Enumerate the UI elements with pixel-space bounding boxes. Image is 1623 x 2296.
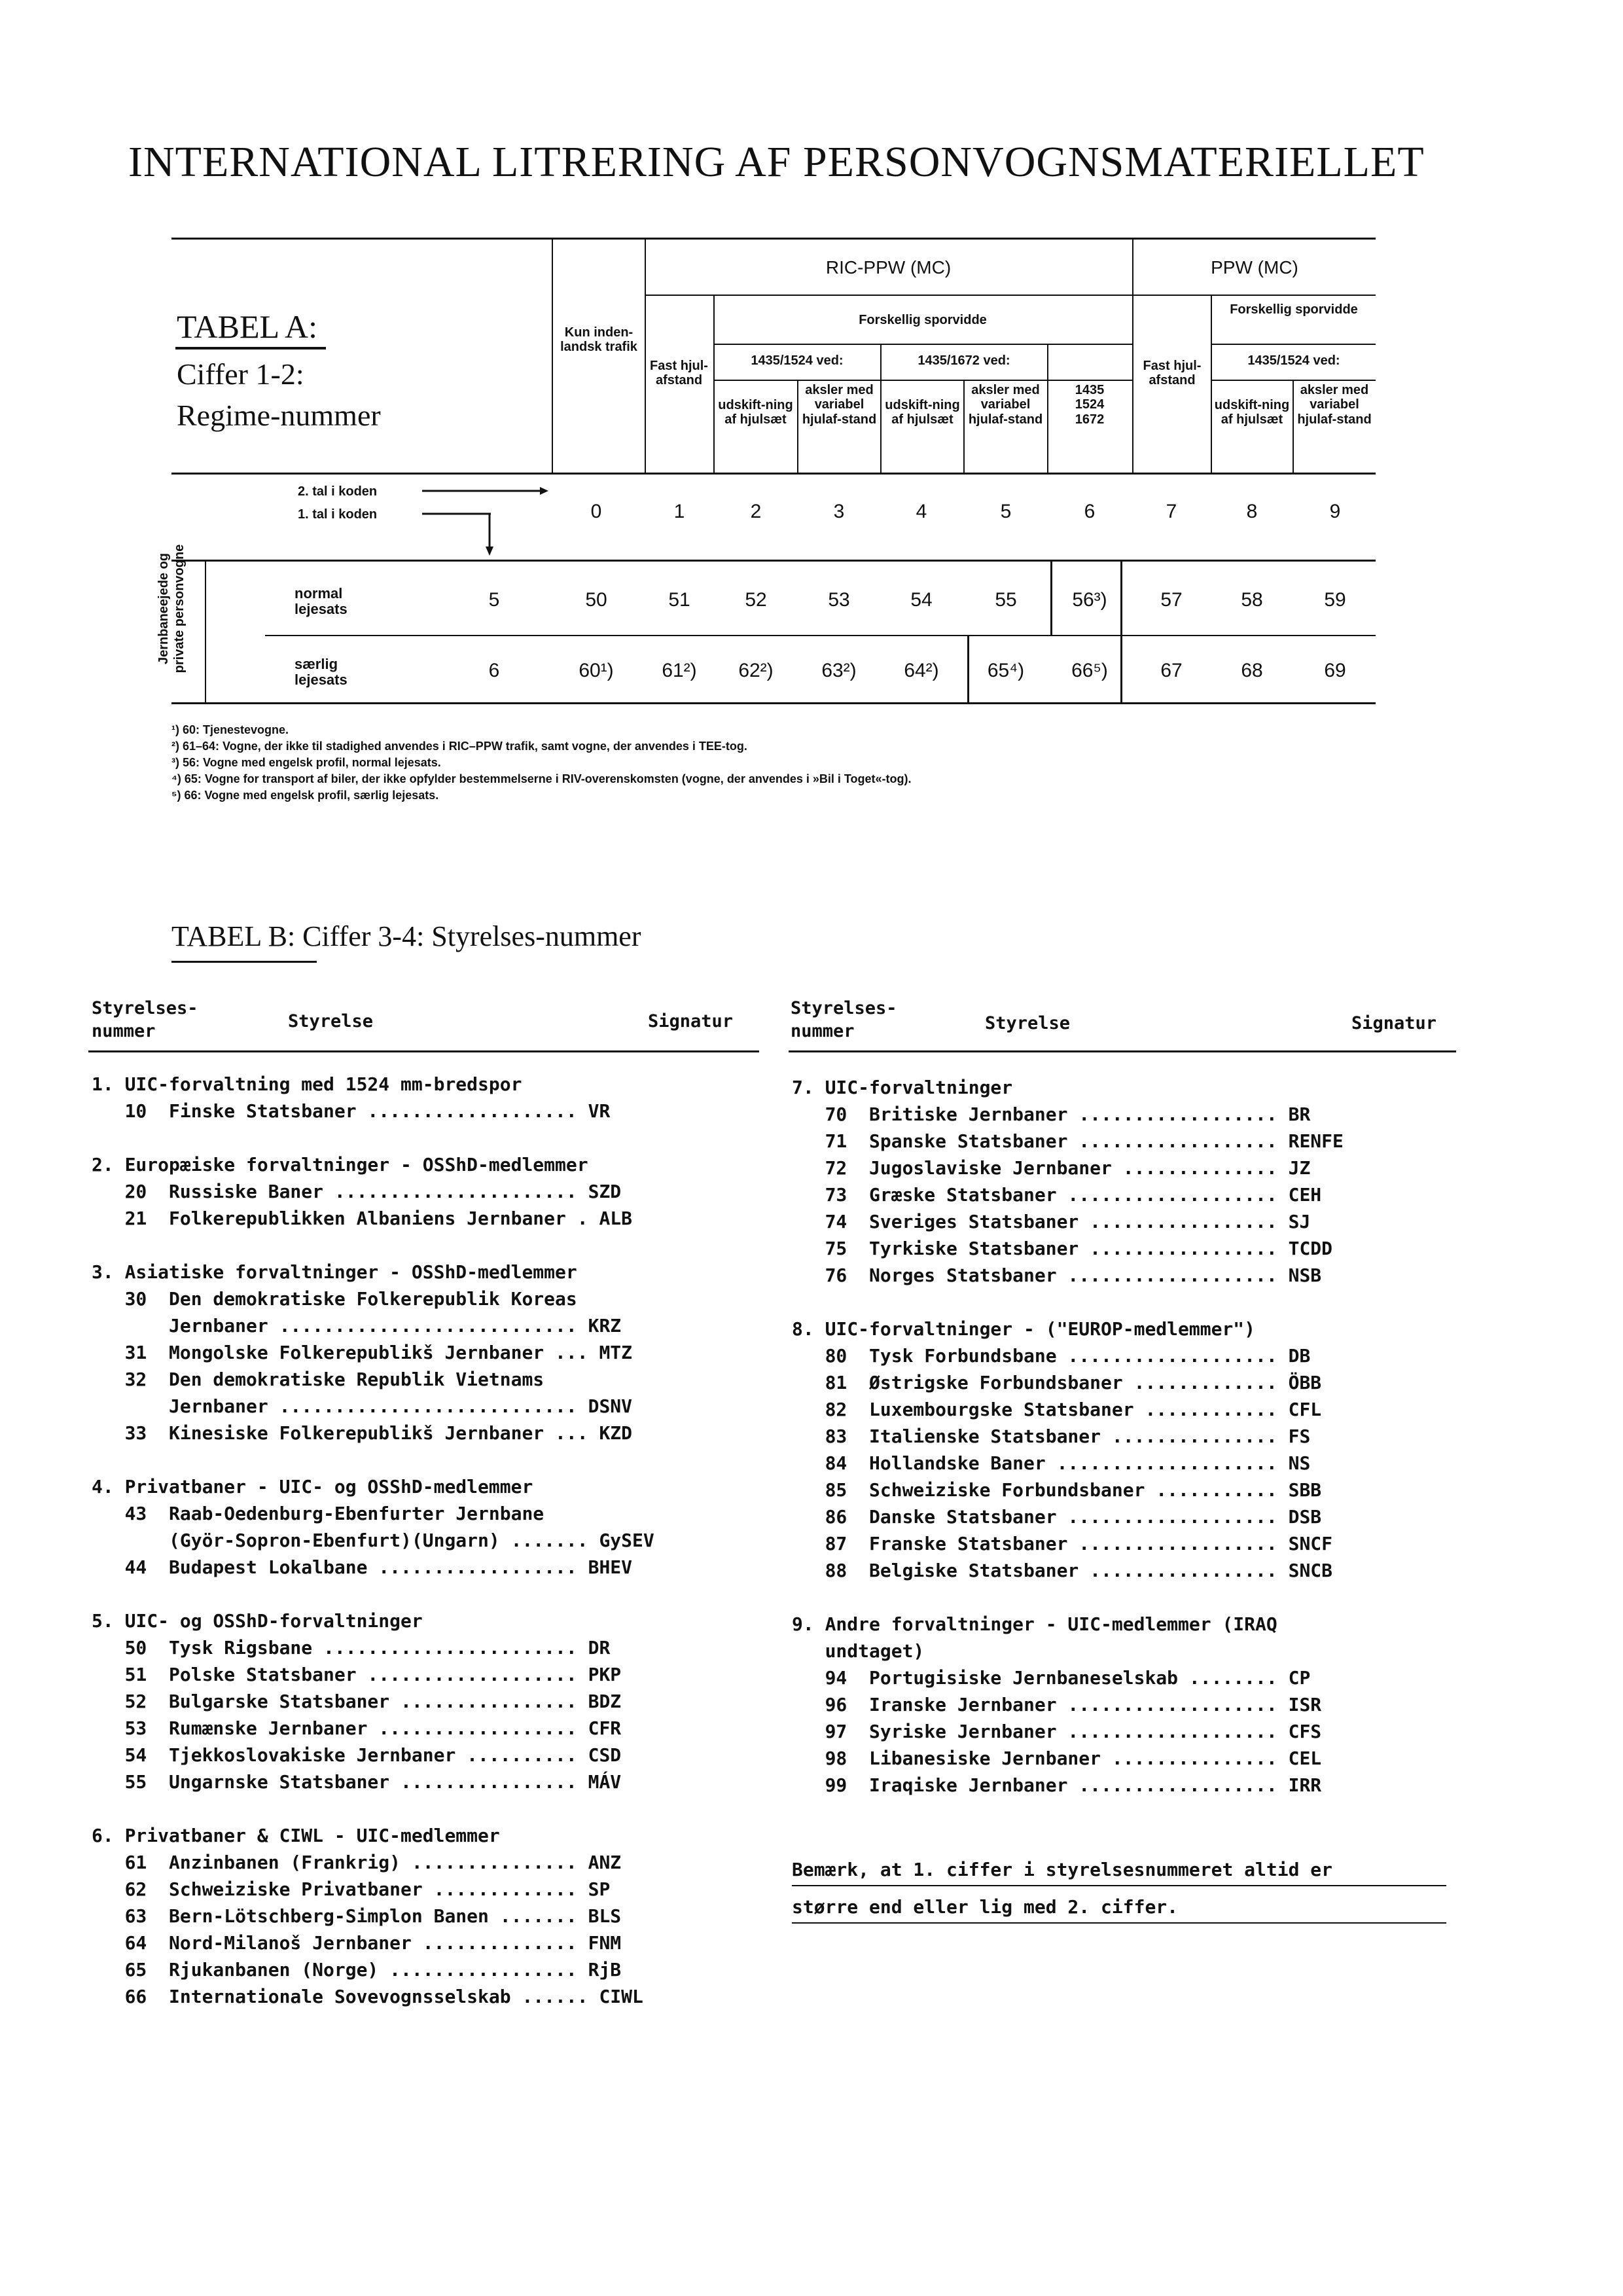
- ppw-aksler-label: aksler med variabel hjulaf-stand: [1297, 383, 1372, 427]
- list-line: 96 Iranske Jernbaner ................... ISR: [792, 1694, 1322, 1715]
- header-bottom-rule: [171, 473, 1376, 475]
- box-56-right: [1120, 560, 1122, 704]
- normal-digit: 5: [488, 589, 500, 611]
- list-line: 63 Bern-Lötschberg-Simplon Banen ....... BLS: [92, 1905, 622, 1927]
- normal-lejesats-label: normal lejesats: [294, 585, 348, 618]
- list-line: 10 Finske Statsbaner ................... VR: [92, 1100, 611, 1122]
- list-line: 74 Sveriges Statsbaner ................. SJ: [792, 1211, 1311, 1232]
- list-line: 54 Tjekkoslovakiske Jernbaner .......... CSD: [92, 1744, 622, 1766]
- cell-51: 51: [668, 589, 690, 611]
- digit-0: 0: [590, 501, 602, 522]
- fast-hjulafstand-label: Fast hjul-afstand: [650, 359, 708, 388]
- cell-55: 55: [995, 589, 1017, 611]
- cell-64: 64²): [904, 660, 939, 681]
- vline-ppw-fast: [1211, 296, 1212, 473]
- ppw-forskellig-sporvidde-label: Forskellig sporvidde: [1230, 302, 1358, 317]
- footnote-4: ⁴) 65: Vogne for transport af biler, der ikke opfylder bestemmelserne i RIV-overenskomsten (vogne, der anvendes i »Bil i Toget«-tog).: [171, 772, 912, 785]
- gauges-1435-1524-1672: 1435 1524 1672: [1075, 383, 1105, 427]
- footnote-5: ⁵) 66: Vogne med engelsk profil, særlig lejesats.: [171, 789, 439, 802]
- note-line-2: større end eller lig med 2. ciffer.: [792, 1896, 1179, 1918]
- list-line: 1. UIC-forvaltning med 1524 mm-bredspor: [92, 1073, 522, 1095]
- list-line: 86 Danske Statsbaner ................... DSB: [792, 1506, 1322, 1528]
- rule-under-sporvidde-ppw: [1211, 344, 1376, 345]
- list-line: 72 Jugoslaviske Jernbaner .............. JZ: [792, 1157, 1311, 1179]
- digit-3: 3: [833, 501, 845, 522]
- cell-63: 63²): [821, 660, 857, 681]
- list-line: 33 Kinesiske Folkerepublikš Jernbaner ... KZD: [92, 1422, 633, 1444]
- udskiftning-label-1: udskift-ning af hjulsæt: [718, 398, 793, 427]
- list-line: 4. Privatbaner - UIC- og OSShD-medlemmer: [92, 1476, 533, 1498]
- list-line: 66 Internationale Sovevognsselskab ...... CIWL: [92, 1986, 643, 2007]
- udskiftning-label-2: udskift-ning af hjulsæt: [885, 398, 960, 427]
- saerlig-digit: 6: [488, 660, 500, 681]
- right-header-rule: [789, 1050, 1456, 1052]
- ved-1435-1524-label: 1435/1524 ved:: [751, 353, 844, 368]
- list-line: Jernbaner ........................... KRZ: [92, 1315, 622, 1336]
- list-line: 65 Rjukanbanen (Norge) ................. RjB: [92, 1959, 622, 1981]
- list-line: 83 Italienske Statsbaner ............... FS: [792, 1426, 1311, 1447]
- left-header-rule: [88, 1050, 759, 1052]
- tabel-b-title-underline: [171, 961, 317, 963]
- list-line: 8. UIC-forvaltninger - ("EUROP-medlemmer"): [792, 1318, 1256, 1340]
- rule-under-ved: [713, 380, 1132, 381]
- ppw-udskiftning-label: udskift-ning af hjulsæt: [1214, 398, 1290, 427]
- digit-6: 6: [1084, 501, 1096, 522]
- digit-9: 9: [1329, 501, 1341, 522]
- right-col-nummer-2: nummer: [791, 1021, 855, 1041]
- list-line: 2. Europæiske forvaltninger - OSShD-medlemmer: [92, 1154, 588, 1175]
- cell-61: 61²): [662, 660, 697, 681]
- box-65-left: [967, 635, 969, 704]
- list-line: 75 Tyrkiske Statsbaner ................. TCDD: [792, 1238, 1333, 1259]
- note-underline-2: [792, 1922, 1446, 1924]
- list-line: 73 Græske Statsbaner ................... CEH: [792, 1184, 1322, 1206]
- list-line: 30 Den demokratiske Folkerepublik Koreas: [92, 1288, 577, 1310]
- list-line: 32 Den demokratiske Republik Vietnams: [92, 1369, 544, 1390]
- left-col-styrelse: Styrelse: [288, 1011, 374, 1031]
- cell-60: 60¹): [579, 660, 614, 681]
- cell-67: 67: [1160, 660, 1183, 681]
- cell-56: 56³): [1072, 589, 1107, 611]
- list-line: 52 Bulgarske Statsbaner ................ BDZ: [92, 1691, 622, 1712]
- side-label: Jernbaneejede og private personvogne: [156, 544, 187, 673]
- aksler-label-1: aksler med variabel hjulaf-stand: [802, 383, 877, 427]
- digit-5: 5: [1000, 501, 1012, 522]
- footnote-3: ³) 56: Vogne med engelsk profil, normal lejesats.: [171, 756, 441, 769]
- list-line: 51 Polske Statsbaner ................... PKP: [92, 1664, 622, 1685]
- ved-1435-1672-label: 1435/1672 ved:: [918, 353, 1010, 368]
- forskellig-sporvidde-label: Forskellig sporvidde: [859, 313, 987, 327]
- cell-68: 68: [1241, 660, 1263, 681]
- cell-59: 59: [1324, 589, 1346, 611]
- list-line: 21 Folkerepublikken Albaniens Jernbaner . ALB: [92, 1208, 633, 1229]
- list-line: 53 Rumænske Jernbaner .................. CFR: [92, 1717, 622, 1739]
- list-line: 80 Tysk Forbundsbane ................... DB: [792, 1345, 1311, 1367]
- digit-1: 1: [673, 501, 685, 522]
- cell-58: 58: [1241, 589, 1263, 611]
- cell-54: 54: [910, 589, 933, 611]
- table-top-rule: [171, 238, 1376, 240]
- list-line: 97 Syriske Jernbaner ................... CFS: [792, 1721, 1322, 1742]
- digit-8: 8: [1246, 501, 1258, 522]
- rule-under-group: [645, 295, 1376, 296]
- list-line: 44 Budapest Lokalbane .................. BHEV: [92, 1556, 633, 1578]
- list-line: 6. Privatbaner & CIWL - UIC-medlemmer: [92, 1825, 500, 1846]
- list-line: 43 Raab-Oedenburg-Ebenfurter Jernbane: [92, 1503, 544, 1524]
- tabel-a-title-underline: [175, 347, 326, 350]
- cell-53: 53: [828, 589, 850, 611]
- cell-65: 65⁴): [987, 660, 1025, 681]
- page-title: INTERNATIONAL LITRERING AF PERSONVOGNSMATERIELLET: [128, 138, 1425, 186]
- cell-62: 62²): [738, 660, 774, 681]
- list-line: 64 Nord-Milanoš Jernbaner .............. FNM: [92, 1932, 622, 1954]
- list-line: 61 Anzinbanen (Frankrig) ............... ANZ: [92, 1852, 622, 1873]
- footnote-2: ²) 61–64: Vogne, der ikke til stadighed anvendes i RIC–PPW trafik, samt vogne, der anvendes i TEE-tog.: [171, 740, 747, 753]
- ppw-fast-hjulafstand-label: Fast hjul-afstand: [1143, 359, 1202, 388]
- list-line: 3. Asiatiske forvaltninger - OSShD-medlemmer: [92, 1261, 577, 1283]
- tabel-b-title: TABEL B: Ciffer 3-4: Styrelses-nummer: [171, 920, 641, 952]
- list-line: 84 Hollandske Baner .................... NS: [792, 1452, 1311, 1474]
- list-line: undtaget): [792, 1640, 925, 1662]
- saerlig-lejesats-label: særlig lejesats: [294, 656, 348, 689]
- footnote-1: ¹) 60: Tjenestevogne.: [171, 723, 289, 736]
- vline-kun: [552, 238, 553, 473]
- right-col-nummer-1: Styrelses-: [791, 998, 897, 1018]
- cell-69: 69: [1324, 660, 1346, 681]
- left-col-nummer-1: Styrelses-: [92, 998, 198, 1018]
- tal1-label: 1. tal i koden: [298, 507, 378, 522]
- list-line: 85 Schweiziske Forbundsbaner ........... SBB: [792, 1479, 1322, 1501]
- body-bottom-rule: [171, 702, 1376, 704]
- list-line: 98 Libanesiske Jernbaner ............... CEL: [792, 1748, 1322, 1769]
- tabel-a-subtitle1: Ciffer 1-2:: [177, 357, 304, 391]
- list-line: 82 Luxembourgske Statsbaner ............ CFL: [792, 1399, 1322, 1420]
- list-line: (Györ-Sopron-Ebenfurt)(Ungarn) ....... GySEV: [92, 1530, 654, 1551]
- right-col-styrelse: Styrelse: [985, 1013, 1071, 1033]
- list-line: 76 Norges Statsbaner ................... NSB: [792, 1265, 1322, 1286]
- aksler-label-2: aksler med variabel hjulaf-stand: [968, 383, 1043, 427]
- note-line-1: Bemærk, at 1. ciffer i styrelsesnummeret altid er: [792, 1859, 1333, 1880]
- list-line: 99 Iraqiske Jernbaner .................. IRR: [792, 1774, 1322, 1796]
- left-col-nummer-2: nummer: [92, 1021, 156, 1041]
- list-line: 81 Østrigske Forbundsbaner ............. ÖBB: [792, 1372, 1322, 1393]
- list-line: 87 Franske Statsbaner .................. SNCF: [792, 1533, 1333, 1554]
- ric-ppw-header: RIC-PPW (MC): [825, 257, 952, 278]
- tabel-a-title: TABEL A:: [177, 308, 317, 345]
- left-col-signatur: Signatur: [648, 1011, 734, 1031]
- body-top-rule: [171, 560, 1376, 562]
- list-line: 5. UIC- og OSShD-forvaltninger: [92, 1610, 423, 1632]
- cell-52: 52: [745, 589, 767, 611]
- list-line: 88 Belgiske Statsbaner ................. SNCB: [792, 1560, 1333, 1581]
- ppw-ved-1435-1524-label: 1435/1524 ved:: [1247, 353, 1340, 368]
- list-line: 50 Tysk Rigsbane ....................... DR: [92, 1637, 611, 1659]
- list-line: 62 Schweiziske Privatbaner ............. SP: [92, 1878, 611, 1900]
- vline-a4: [1047, 345, 1048, 473]
- digit-7: 7: [1166, 501, 1177, 522]
- side-label-divider: [205, 562, 206, 702]
- cell-57: 57: [1160, 589, 1183, 611]
- digit-2: 2: [750, 501, 762, 522]
- list-line: 20 Russiske Baner ...................... SZD: [92, 1181, 622, 1202]
- list-line: 31 Mongolske Folkerepublikš Jernbaner ... MTZ: [92, 1342, 633, 1363]
- key-arrows: [419, 481, 550, 560]
- list-line: 71 Spanske Statsbaner .................. RENFE: [792, 1130, 1344, 1152]
- list-line: 55 Ungarnske Statsbaner ................ MÁV: [92, 1771, 622, 1793]
- right-col-signatur: Signatur: [1351, 1013, 1437, 1033]
- tabel-a-subtitle2: Regime-nummer: [177, 399, 381, 432]
- kun-indenlandsk-label: Kun inden-landsk trafik: [560, 325, 637, 355]
- list-line: 94 Portugisiske Jernbaneselskab ........ CP: [792, 1667, 1311, 1689]
- box-56-left: [1050, 560, 1052, 635]
- cell-66: 66⁵): [1071, 660, 1108, 681]
- list-line: 9. Andre forvaltninger - UIC-medlemmer (IRAQ: [792, 1613, 1277, 1635]
- rule-under-sporvidde: [713, 344, 1132, 345]
- note-underline-1: [792, 1885, 1446, 1886]
- digit-4: 4: [916, 501, 927, 522]
- list-line: 70 Britiske Jernbaner .................. BR: [792, 1103, 1311, 1125]
- cell-50: 50: [585, 589, 607, 611]
- ppw-header: PPW (MC): [1211, 257, 1298, 278]
- list-line: Jernbaner ........................... DSNV: [92, 1395, 633, 1417]
- list-line: 7. UIC-forvaltninger: [792, 1077, 1013, 1098]
- tal2-label: 2. tal i koden: [298, 484, 378, 499]
- body-middle-rule: [265, 635, 1376, 636]
